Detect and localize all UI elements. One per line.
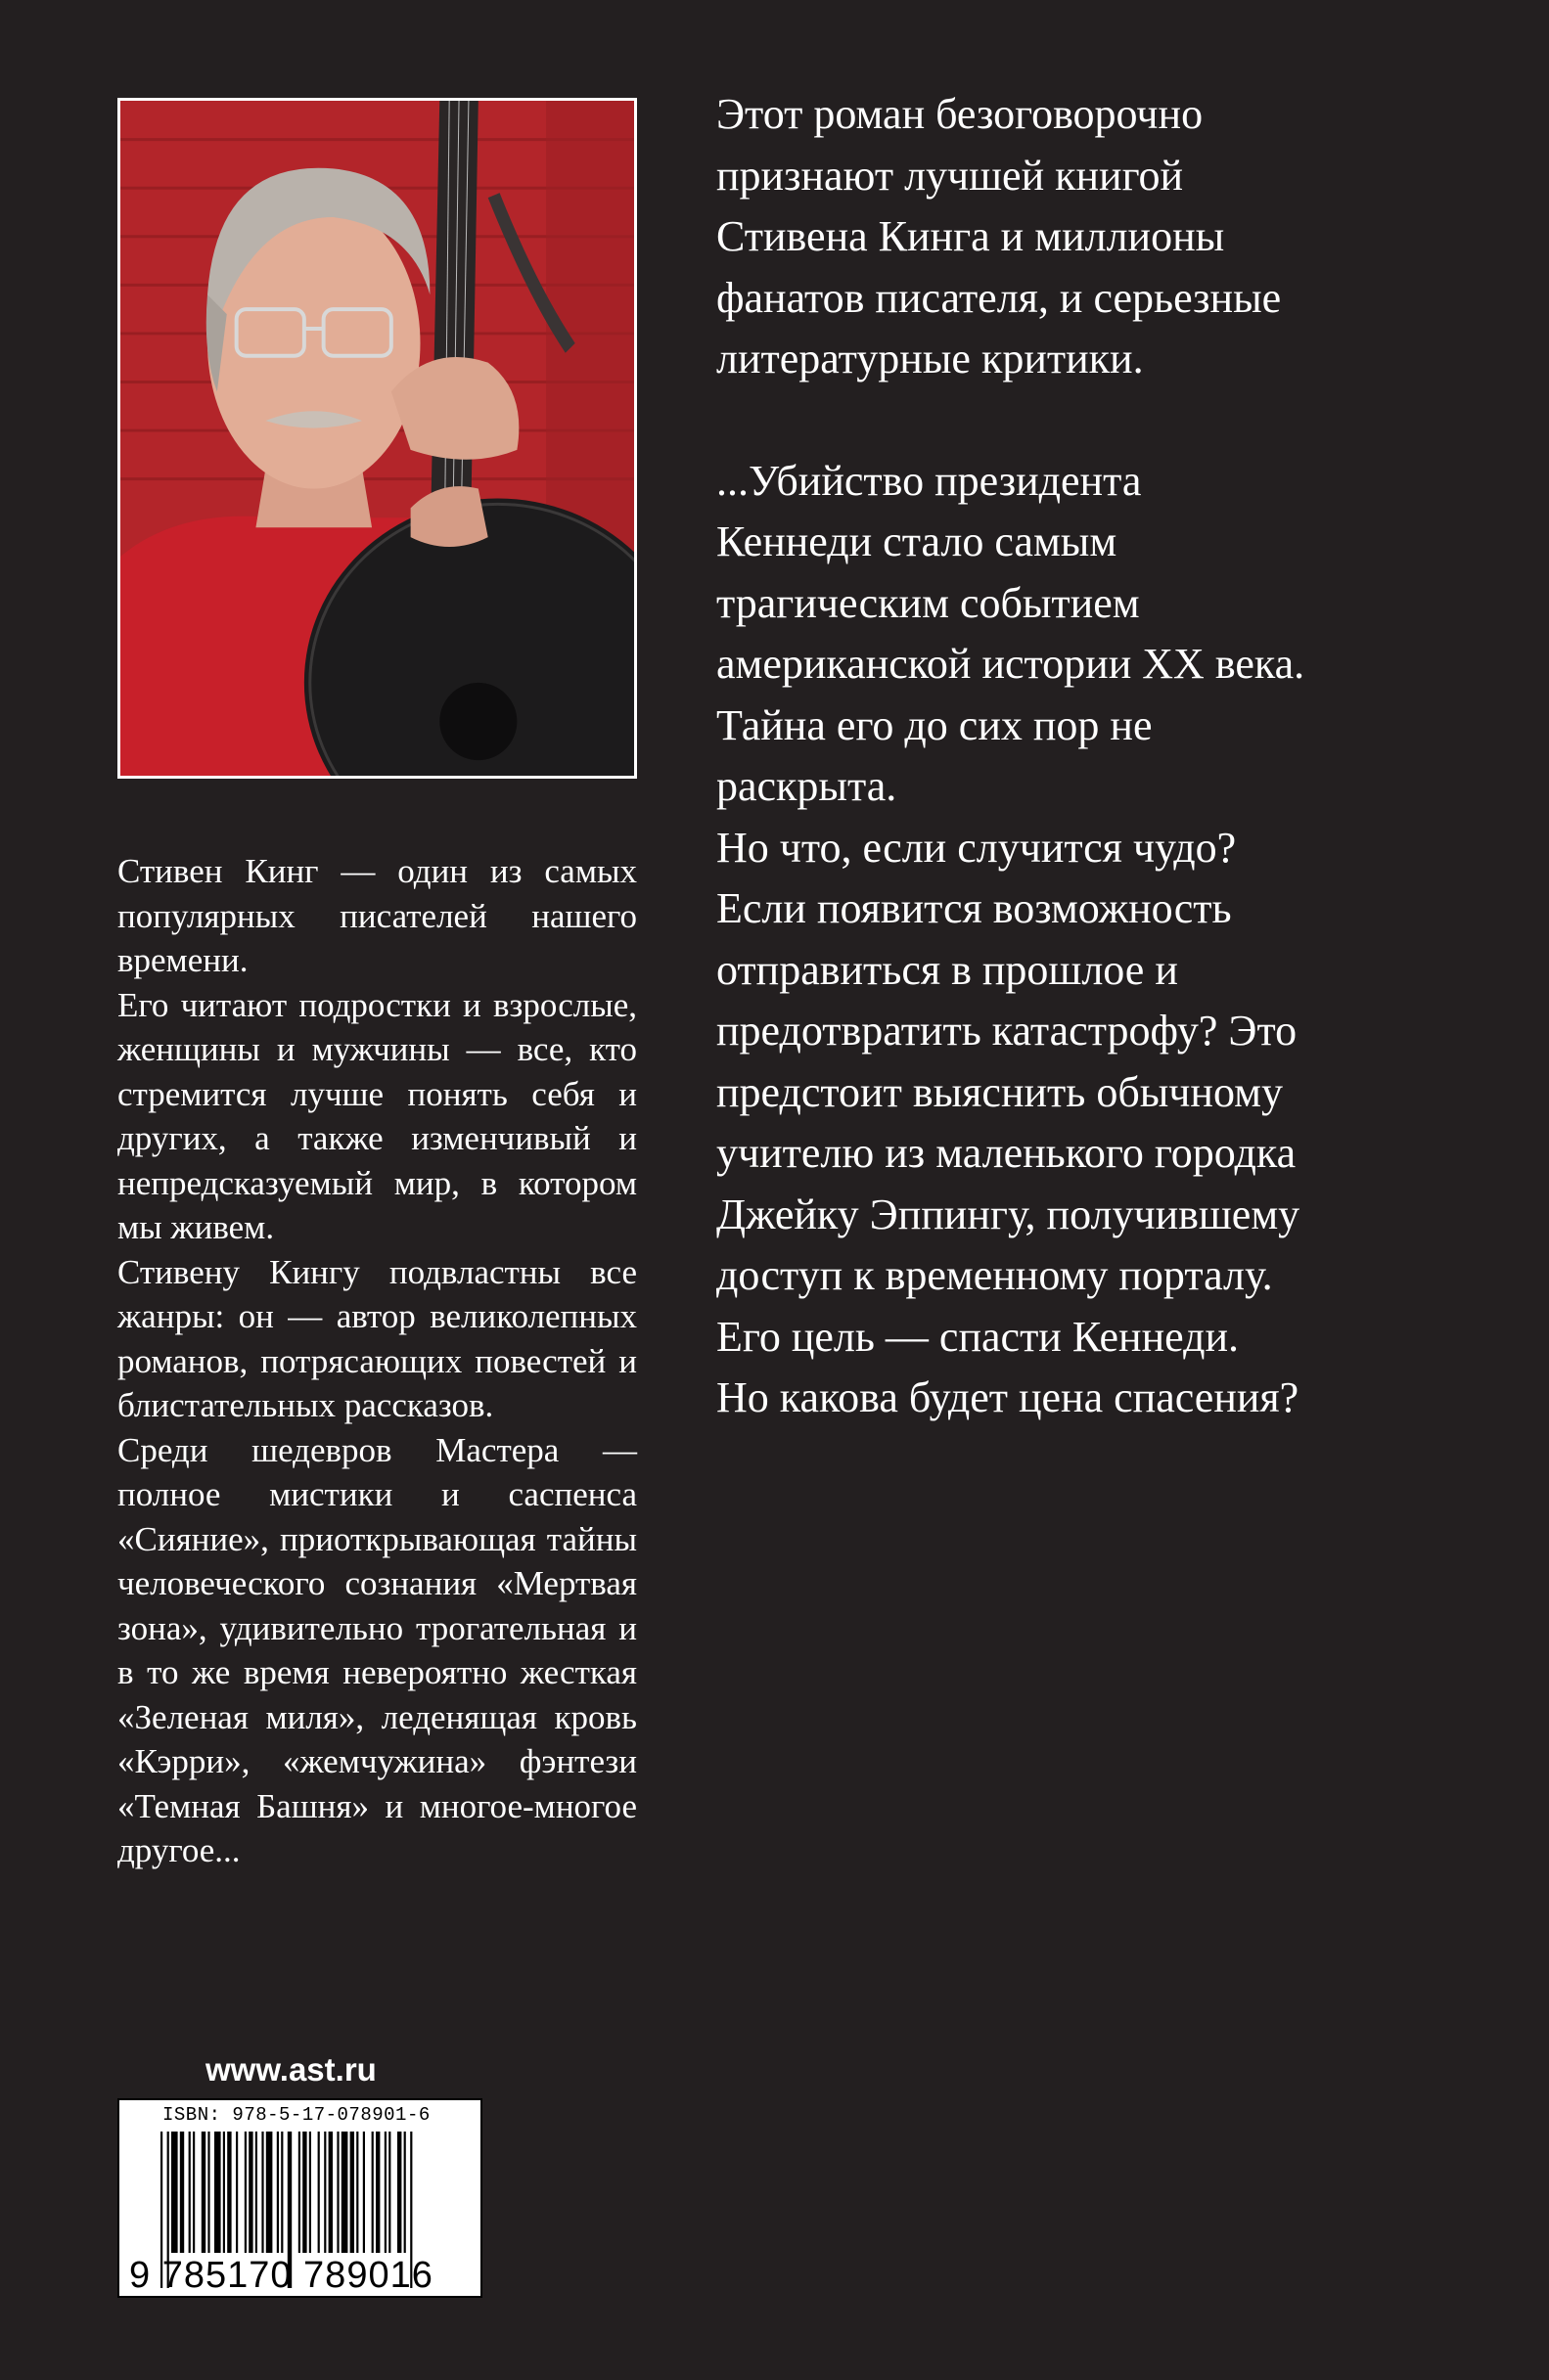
barcode-bar	[266, 2132, 273, 2253]
annotation-line: предстоит выяснить обычному	[716, 1067, 1283, 1116]
barcode-bar	[397, 2132, 401, 2253]
barcode-bar	[223, 2132, 225, 2253]
barcode-bar	[249, 2132, 252, 2253]
annotation-line: трагическим событием	[716, 578, 1140, 627]
annotation-line: Его цель — спасти Кеннеди.	[716, 1312, 1240, 1361]
barcode-bar	[298, 2132, 300, 2253]
barcode-bar	[404, 2132, 406, 2253]
publisher-website: www.ast.ru	[205, 2051, 377, 2088]
barcode-bar	[261, 2132, 263, 2253]
annotation-intro-line: фанатов писателя, и серьезные	[716, 273, 1282, 322]
annotation-line: американской истории XX века.	[716, 640, 1305, 688]
barcode-bar	[281, 2132, 283, 2253]
annotation-line: доступ к временному порталу.	[716, 1251, 1273, 1299]
annotation-line: Джейку Эппингу, получившему	[716, 1190, 1300, 1238]
bio-paragraph: Стивен Кинг — один из самых популярных писателей нашего времени.	[117, 852, 637, 979]
barcode-bar	[189, 2132, 191, 2253]
annotation-line: Тайна его до сих пор не	[716, 700, 1153, 749]
barcode-bar	[193, 2132, 195, 2253]
annotation-line: Но какова будет цена спасения?	[716, 1373, 1299, 1421]
author-photo	[117, 98, 637, 779]
author-photo-image	[120, 101, 634, 776]
barcode-bar	[245, 2132, 247, 2253]
barcode-bar	[309, 2132, 311, 2253]
barcode-bar	[363, 2132, 365, 2253]
isbn-barcode	[117, 2098, 482, 2298]
isbn-label: ISBN: 978-5-17-078901-6	[162, 2104, 431, 2126]
barcode-bar	[207, 2132, 209, 2253]
barcode-bar	[388, 2132, 390, 2253]
barcode-bar	[318, 2132, 320, 2253]
annotation-intro-line: признают лучшей книгой	[716, 151, 1184, 200]
barcode-bar	[236, 2132, 238, 2253]
annotation-line: Но что, если случится чудо?	[716, 823, 1237, 872]
barcode-bar	[350, 2132, 354, 2253]
barcode-bar	[277, 2132, 279, 2253]
barcode-bar	[329, 2132, 333, 2253]
barcode-bar	[227, 2132, 231, 2253]
annotation-line: ...Убийство президента	[716, 456, 1142, 505]
barcode-bar	[337, 2132, 339, 2253]
author-bio	[117, 849, 637, 1873]
annotation-intro-line: Этот роман безоговорочно	[716, 90, 1204, 138]
annotation-line: учителю из маленького городка	[716, 1129, 1297, 1177]
paragraph-gap	[716, 390, 1421, 451]
book-annotation	[716, 84, 1421, 1429]
barcode-bar	[180, 2132, 184, 2253]
barcode-bar	[324, 2132, 326, 2253]
bio-paragraph: Его читают подростки и взрослые, женщины и мужчины — все, кто стремится лучше понять себя и других, а также изменчивый и непредсказуемый мир, в котором мы живем.	[117, 985, 637, 1246]
bio-paragraph: Среди шедевров Мастера — полное мистики и саспенса «Сияние», приоткрывающая тайны человеческого сознания «Мертвая зона», удивительно трогательная и в то же время невероятно жесткая «Зеленая миля», леденящая кровь «Кэрри», «жемчужина» фэнтези «Темная Башня» и многое-многое другое...	[117, 1430, 637, 1869]
barcode-bar	[385, 2132, 387, 2253]
annotation-intro-line: литературные критики.	[716, 335, 1144, 382]
annotation-line: Если появится возможность	[716, 884, 1232, 932]
barcode-digits: 9 785170 789016	[129, 2255, 433, 2296]
bio-paragraph: Стивену Кингу подвластны все жанры: он — автор великолепных романов, потрясающих повестей и блистательных рассказов.	[117, 1252, 637, 1424]
barcode-bar	[202, 2132, 205, 2253]
barcode-bar	[171, 2132, 178, 2253]
annotation-line: отправиться в прошлое и	[716, 945, 1178, 994]
barcode-bar	[356, 2132, 358, 2253]
barcode-bar	[214, 2132, 221, 2253]
barcode-bar	[342, 2132, 348, 2253]
barcode-bar	[376, 2132, 380, 2253]
annotation-intro-line: Стивена Кинга и миллионы	[716, 212, 1225, 260]
annotation-line: предотвратить катастрофу? Это	[716, 1007, 1298, 1055]
annotation-line: Кеннеди стало самым	[716, 517, 1117, 565]
annotation-line: раскрыта.	[716, 762, 897, 810]
barcode-bar	[302, 2132, 306, 2253]
barcode-bar	[255, 2132, 257, 2253]
barcode-bar	[372, 2132, 374, 2253]
